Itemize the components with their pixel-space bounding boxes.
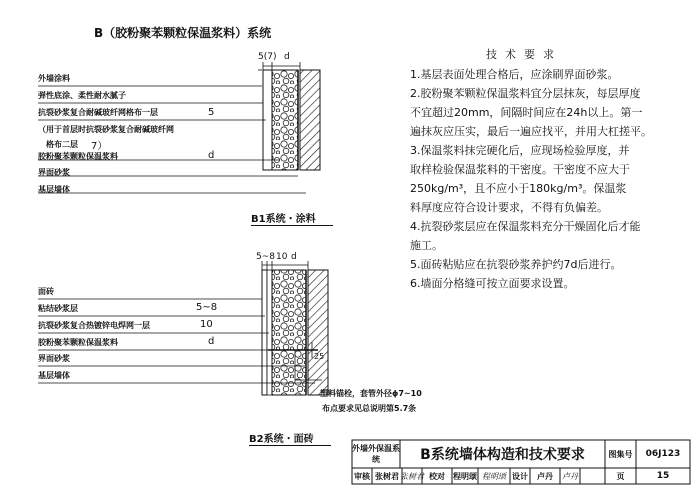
b2-thickness-2: 10 [200, 319, 213, 330]
b2-caption: B2系统・面砖 [249, 434, 314, 445]
title-block-atlas-label: 图集号 [608, 449, 633, 459]
b1-dim-d: d [284, 52, 290, 62]
title-block-check-label: 校对 [429, 471, 445, 481]
b2-layer-1: 面砖 [38, 287, 54, 296]
b2-dim-label: 5~8 [256, 252, 275, 262]
requirement-line: 6.墙面分格缝可按立面要求设置。 [410, 277, 575, 290]
b2-dim-d: d [291, 252, 297, 262]
title-block-review-label: 审核 [354, 471, 370, 481]
b1-caption-underline [251, 225, 333, 226]
b1-layer-5: 格布二层 [46, 140, 78, 149]
title-block-atlas-no: 06J123 [645, 449, 681, 459]
b2-thickness-1: 5~8 [196, 302, 218, 313]
title-block-page-label: 页 [616, 471, 625, 481]
requirements-list [410, 65, 690, 293]
requirement-line: 2.胶粉聚苯颗粒保温浆料宜分层抹灰，每层厚度 [410, 87, 641, 100]
title-block-checker-signature: 程明颂 [482, 471, 506, 481]
title-block-reviewer-signature: 张树君 [400, 471, 424, 481]
b2-dim-25: 25 [314, 352, 325, 361]
b2-layer-3: 抗裂砂浆复合热镀锌电焊网一层 [38, 321, 150, 330]
b1-layer-3: 抗裂砂浆复合耐碱玻纤网格布一层 [38, 108, 158, 117]
requirement-line: 料厚度应符合设计要求，不得有负偏差。 [410, 201, 608, 214]
b2-layer-4: 胶粉聚苯颗粒保温浆料 [38, 338, 118, 347]
b1-layer-4: （用于首层时抗裂砂浆复合耐碱玻纤网 [38, 125, 174, 134]
b2-layer-6: 基层墙体 [38, 371, 70, 380]
requirements-title: 技术要求 [486, 48, 562, 61]
requirement-line: 250kg/m³，且不应小于180kg/m³。保温浆 [410, 182, 627, 195]
requirement-line: 遍抹灰应压实，最后一遍应找平，并用大杠搓平。 [410, 125, 652, 138]
anchor-note-2: 布点要求见总说明第5.7条 [322, 404, 417, 413]
b2-layer-2: 粘结砂浆层 [38, 304, 78, 313]
b1-caption: B1系统・涂料 [251, 214, 316, 225]
title-block-page-no: 15 [656, 471, 670, 481]
requirement-line: 取样检验保温浆料的干密度。干密度不应大于 [410, 163, 630, 176]
title-block-drawing-title: B系统墙体构造和技术要求 [420, 447, 585, 463]
requirement-line: 5.面砖粘贴应在抗裂砂浆养护约7d后进行。 [410, 258, 622, 271]
title-block-page-label-blank [580, 468, 605, 484]
b1-thickness-7: 7） [91, 141, 108, 152]
title-block-reviewer: 张树君 [375, 471, 399, 481]
b2-thickness-3: d [208, 336, 215, 347]
title-block-category: 外墙外保温系统 [352, 444, 400, 464]
anchor-note-1: 塑料锚栓，套管外径ϕ7~10 [320, 389, 422, 398]
requirement-line: 不宜超过20mm，间隔时间应在24h以上。第一 [410, 106, 643, 119]
requirement-line: 4.抗裂砂浆层应在保温浆料充分干燥固化后才能 [410, 220, 641, 233]
title-block-designer-signature: 卢丹 [562, 471, 578, 481]
b2-wall-section [262, 261, 328, 395]
b2-caption-underline [249, 445, 331, 446]
title-block-designer: 卢丹 [537, 471, 553, 481]
b1-layer-2: 弹性底涂、柔性耐水腻子 [38, 91, 126, 100]
b1-dim-label: 5(7) [258, 52, 277, 62]
section-title: B（胶粉聚苯颗粒保温浆料）系统 [94, 26, 272, 40]
title-block-checker: 程明颂 [453, 471, 477, 481]
title-block-design-label: 设计 [512, 471, 528, 481]
b2-layer-5: 界面砂浆 [38, 354, 70, 363]
b1-layer-1: 外墙涂料 [38, 74, 70, 83]
b1-thickness-5: 5 [208, 107, 215, 118]
b1-layer-8: 基层墙体 [38, 185, 70, 194]
b1-wall-section [258, 62, 320, 170]
requirement-line: 1.基层表面处理合格后，应涂刷界面砂浆。 [410, 68, 619, 81]
b1-layer-7: 界面砂浆 [38, 168, 70, 177]
b1-layer-6: 胶粉聚苯颗粒保温浆料 [38, 152, 118, 161]
requirement-line: 施工。 [410, 239, 443, 252]
b1-thickness-d: d [208, 150, 215, 161]
b2-dim-mid: 10 [276, 252, 288, 262]
requirement-line: 3.保温浆料抹完硬化后，应现场检验厚度，并 [410, 144, 630, 157]
